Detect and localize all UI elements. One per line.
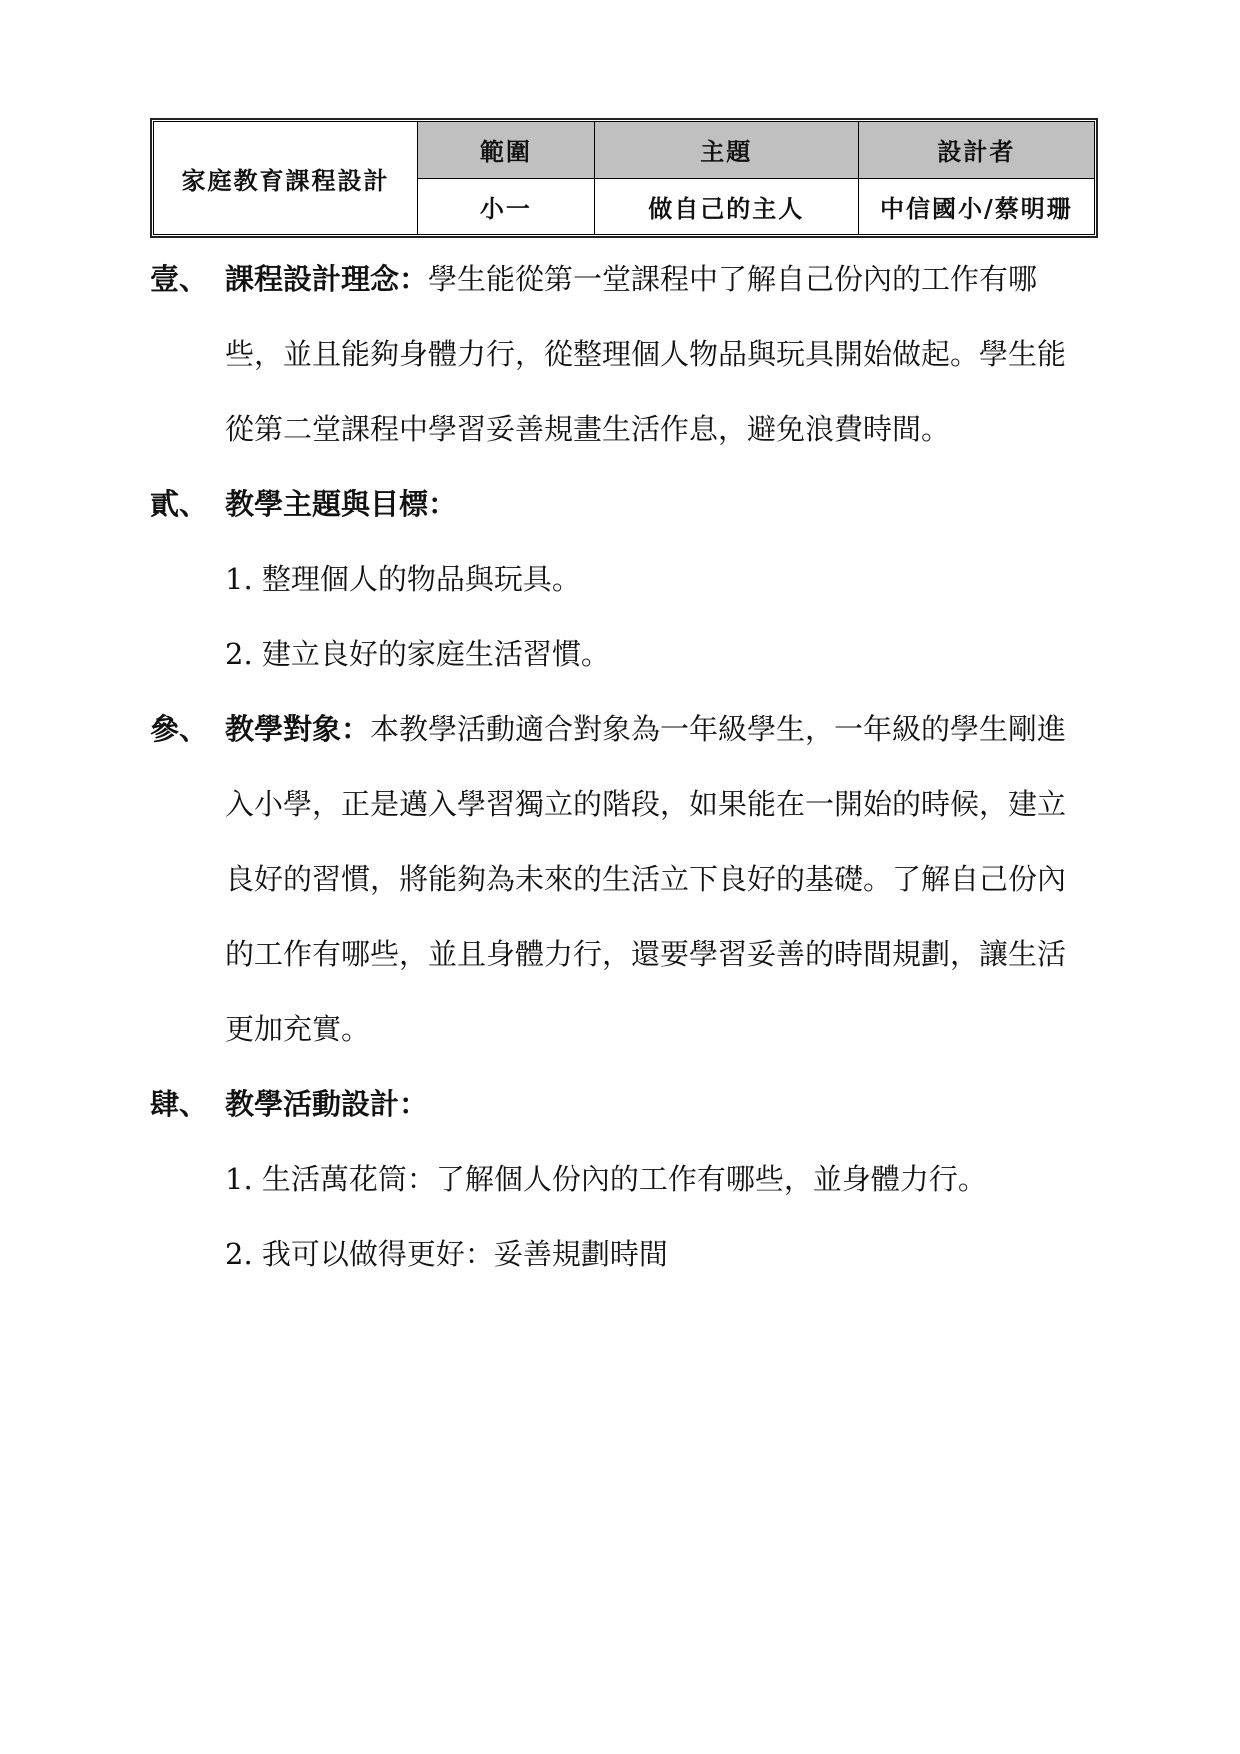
paragraph-line: 從第二堂課程中學習妥善規畫生活作息，避免浪費時間。 xyxy=(225,412,951,446)
section-topics-and-goals xyxy=(150,467,1190,692)
section-activity-design xyxy=(150,1067,1190,1292)
section-design-concept xyxy=(150,242,1190,467)
theme-value-cell: 做自己的主人 xyxy=(594,178,858,235)
designer-header-cell: 設計者 xyxy=(858,122,1094,179)
scope-header-cell: 範圍 xyxy=(418,122,595,179)
paragraph-line: 良好的習慣，將能夠為未來的生活立下良好的基礎。了解自己份內 xyxy=(225,862,1067,896)
list-item: 2. 我可以做得更好：妥善規劃時間 xyxy=(225,1237,668,1271)
paragraph-line: 的工作有哪些，並且身體力行，還要學習妥善的時間規劃，讓生活 xyxy=(225,937,1067,971)
list-item: 2. 建立良好的家庭生活習慣。 xyxy=(225,637,610,671)
section-heading: 教學活動設計： xyxy=(225,1087,429,1121)
section-heading-line xyxy=(150,467,1190,542)
paragraph-line: 些，並且能夠身體力行，從整理個人物品與玩具開始做起。學生能 xyxy=(225,337,1067,371)
section-heading-line xyxy=(150,692,1190,767)
course-title-cell: 家庭教育課程設計 xyxy=(154,122,418,235)
section-heading: 教學主題與目標： xyxy=(225,487,458,521)
paragraph-line: 入小學，正是邁入學習獨立的階段，如果能在一開始的時候，建立 xyxy=(225,787,1067,821)
section-heading-line xyxy=(150,242,1190,317)
document-body xyxy=(150,242,1190,1292)
section-number: 參、 xyxy=(150,712,209,746)
section-heading: 課程設計理念： xyxy=(225,262,429,296)
table-header-row xyxy=(154,122,1095,179)
course-info-table xyxy=(153,121,1095,235)
section-heading-line xyxy=(150,1067,1190,1142)
list-item: 1. 生活萬花筒：了解個人份內的工作有哪些，並身體力行。 xyxy=(225,1162,987,1196)
section-number: 壹、 xyxy=(150,262,209,296)
section-number: 肆、 xyxy=(150,1087,209,1121)
paragraph-line: 學生能從第一堂課程中了解自己份內的工作有哪 xyxy=(428,262,1038,296)
section-target-learners xyxy=(150,692,1190,1067)
course-info-table-frame xyxy=(150,118,1098,238)
paragraph-line: 更加充實。 xyxy=(225,1012,371,1046)
designer-value-cell: 中信國小/蔡明珊 xyxy=(858,178,1094,235)
section-number: 貳、 xyxy=(150,487,209,521)
scope-value-cell: 小一 xyxy=(418,178,595,235)
list-item: 1. 整理個人的物品與玩具。 xyxy=(225,562,581,596)
paragraph-line: 本教學活動適合對象為一年級學生，一年級的學生剛進 xyxy=(370,712,1067,746)
theme-header-cell: 主題 xyxy=(594,122,858,179)
section-heading: 教學對象： xyxy=(225,712,371,746)
